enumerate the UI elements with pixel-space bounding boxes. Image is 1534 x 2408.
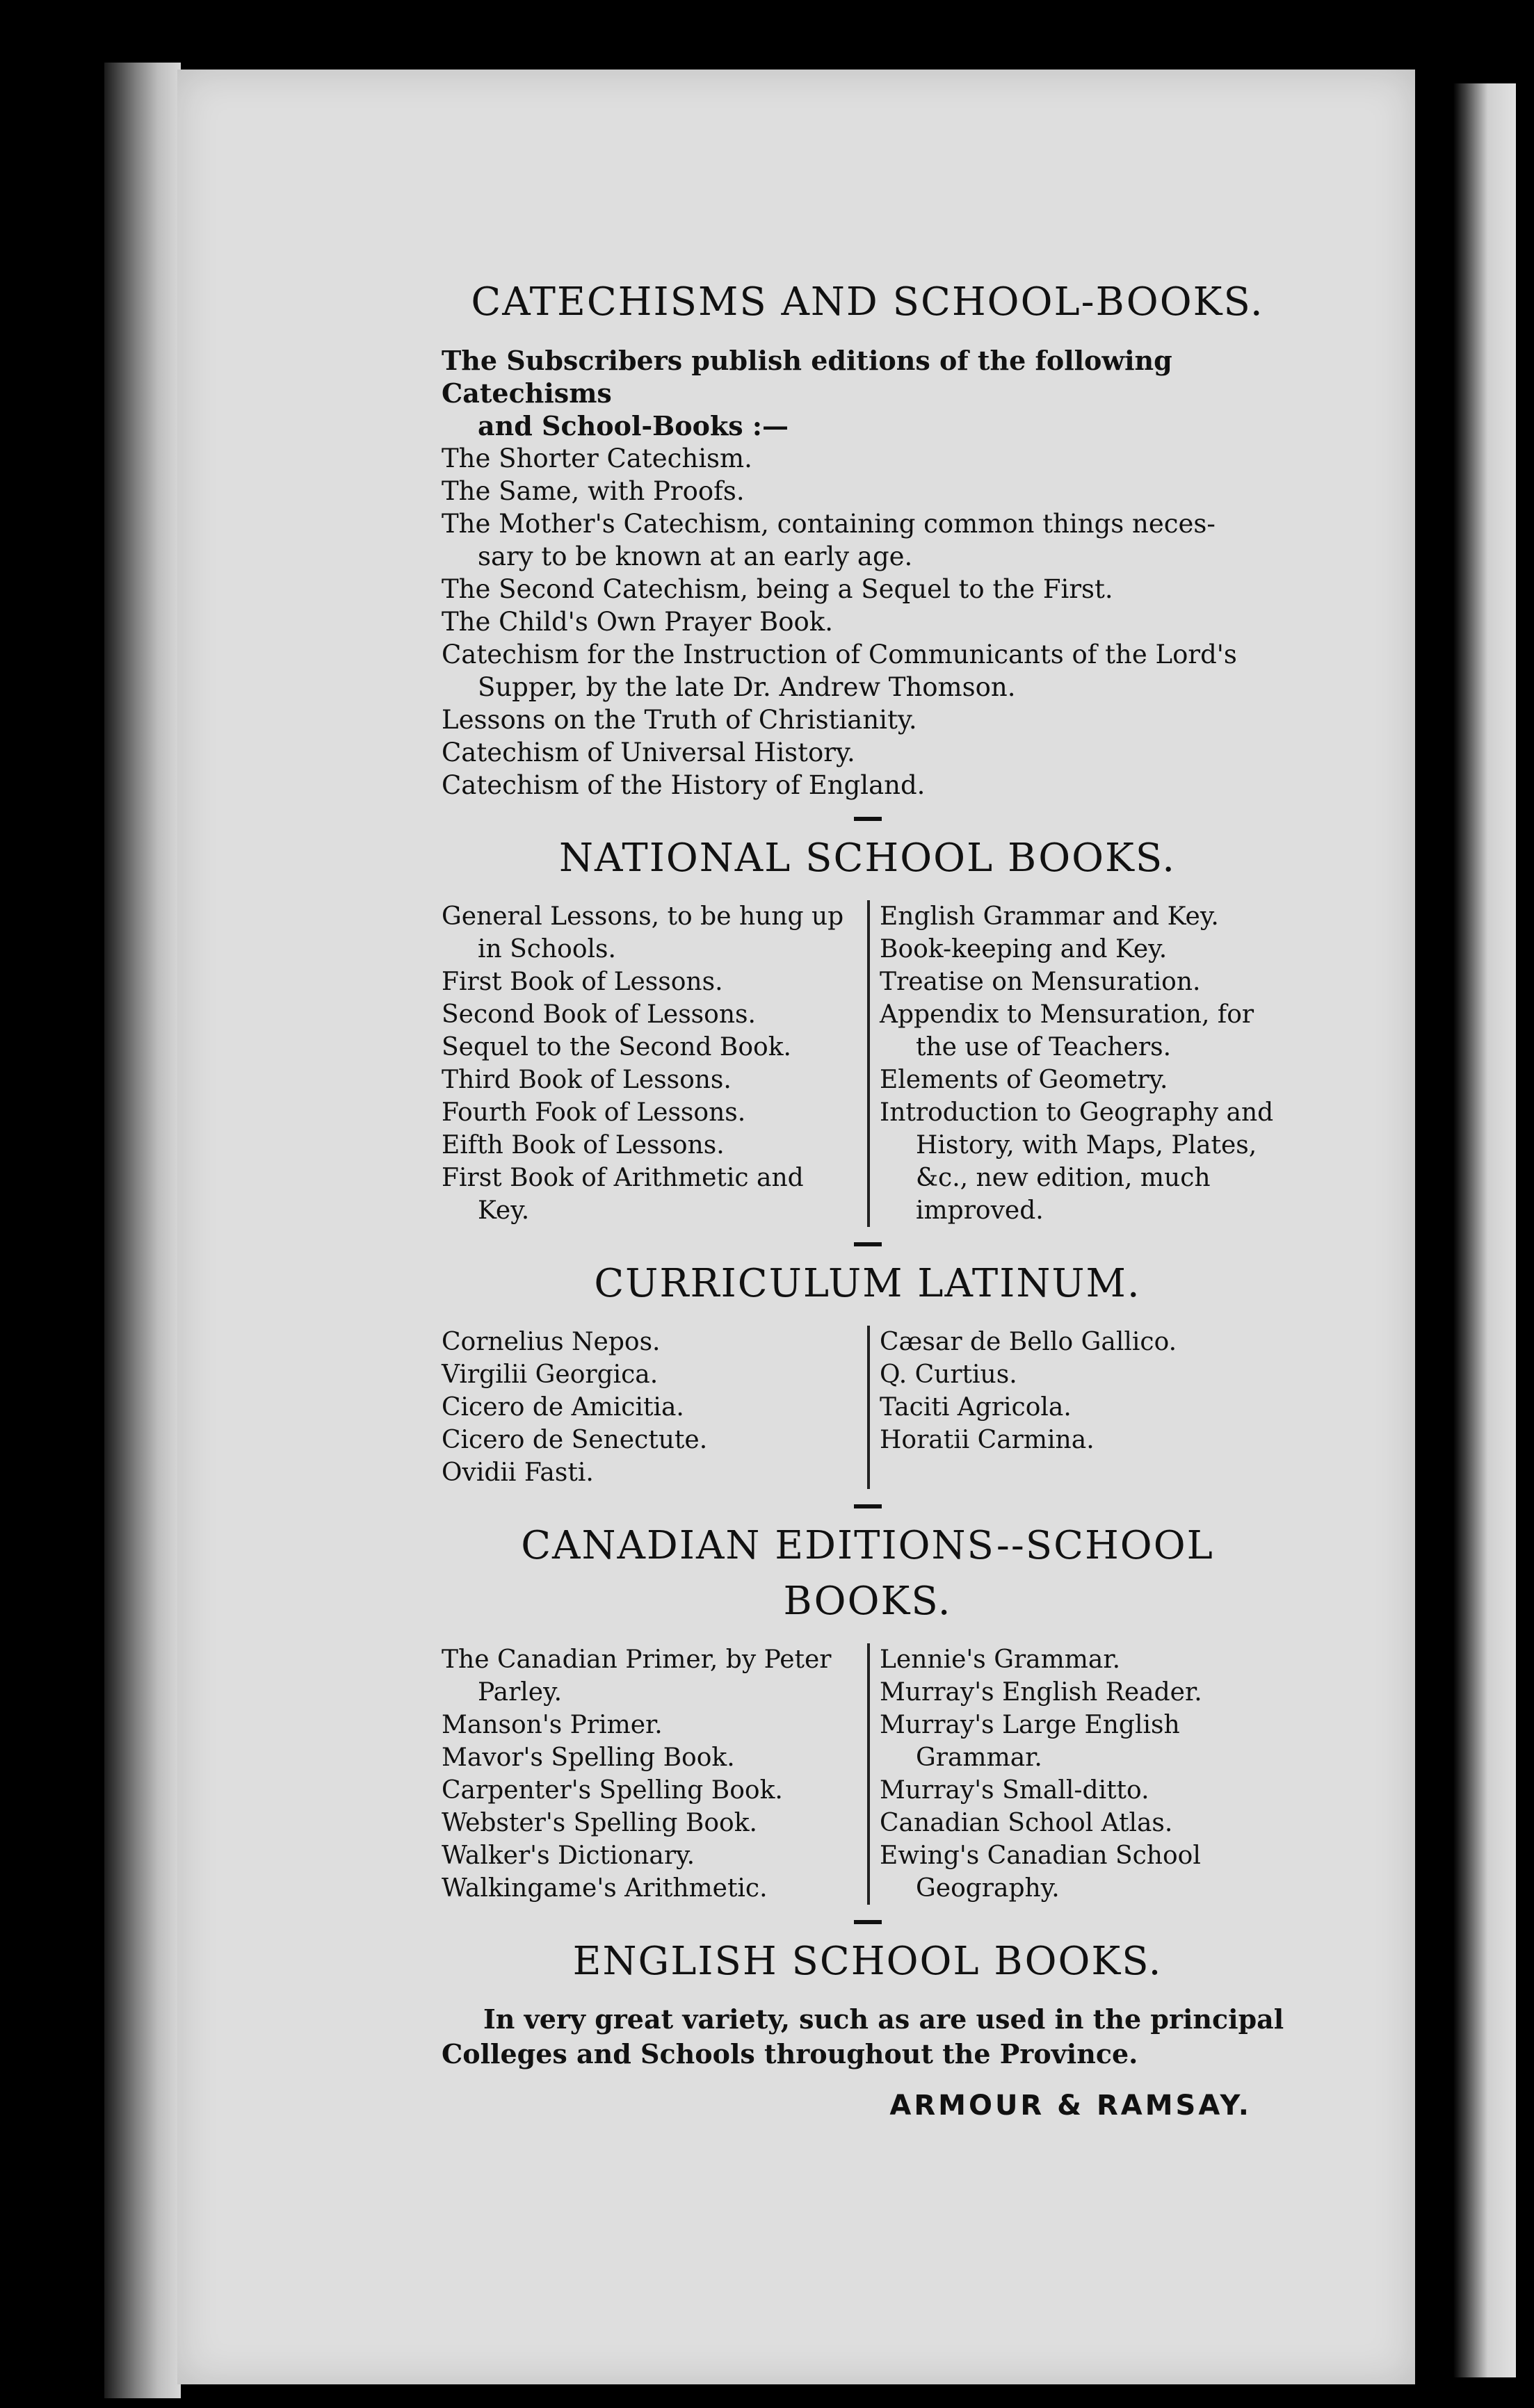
list-item: Lennie's Grammar. [880, 1645, 1121, 1674]
catechisms-intro: The Subscribers publish editions of the following Catechisms and School-Books :— [442, 345, 1172, 441]
section-divider [854, 1504, 882, 1508]
list-item: Murray's Large English Grammar. [880, 1711, 1180, 1772]
list-item: Introduction to Geography and History, with Maps, Plates, &c., new edition, much improved. [880, 1098, 1274, 1225]
list-item: Mavor's Spelling Book. [442, 1743, 735, 1772]
list-item: Fourth Fook of Lessons. [442, 1098, 746, 1127]
list-item: Murray's Small-ditto. [880, 1776, 1149, 1805]
list-item: Walkingame's Arithmetic. [442, 1874, 768, 1903]
list-item: Cicero de Amicitia. [442, 1393, 684, 1422]
list-item: Manson's Primer. [442, 1711, 663, 1739]
list-item: Sequel to the Second Book. [442, 1033, 791, 1061]
list-item: Cæsar de Bello Gallico. [880, 1328, 1177, 1356]
canadian-columns [442, 1643, 1293, 1905]
list-item: Ovidii Fasti. [442, 1458, 594, 1487]
latin-heading: CURRICULUM LATINUM. [594, 1261, 1141, 1306]
publisher-signature: ARMOUR & RAMSAY. [889, 2090, 1252, 2122]
list-item: Third Book of Lessons. [442, 1066, 732, 1094]
section-divider [854, 817, 882, 821]
list-item: Taciti Agricola. [880, 1393, 1072, 1422]
list-item: Q. Curtius. [880, 1360, 1017, 1389]
canadian-left-column [442, 1643, 870, 1905]
list-item: Catechism for the Instruction of Communicants of the Lord's [442, 640, 1237, 669]
list-item: Treatise on Mensuration. [880, 968, 1201, 996]
latin-left-column [442, 1326, 870, 1489]
list-item: Canadian School Atlas. [880, 1809, 1173, 1837]
national-heading: NATIONAL SCHOOL BOOKS. [558, 836, 1177, 881]
catechisms-heading: CATECHISMS AND SCHOOL-BOOKS. [471, 279, 1264, 325]
page-edge [1453, 83, 1516, 2377]
canadian-right-column [870, 1643, 1293, 1905]
list-item: Book-keeping and Key. [880, 935, 1168, 963]
list-item: Lessons on the Truth of Christianity. [442, 705, 917, 735]
latin-right-column [870, 1326, 1293, 1489]
national-columns [442, 900, 1293, 1227]
list-item-continuation: sary to be known at an early age. [478, 542, 913, 571]
list-item: The Mother's Catechism, containing common things neces- [442, 509, 1216, 539]
list-item: The Canadian Primer, by Peter Parley. [442, 1645, 832, 1707]
english-description: In very great variety, such as are used in the principal Colleges and Schools throughout the Province. [442, 2003, 1284, 2069]
list-item: Murray's English Reader. [880, 1678, 1202, 1707]
book-spine [104, 63, 181, 2398]
list-item: Cicero de Senectute. [442, 1426, 708, 1454]
list-item: Catechism of Universal History. [442, 738, 855, 767]
list-item-continuation: Supper, by the late Dr. Andrew Thomson. [478, 672, 1016, 702]
list-item: The Child's Own Prayer Book. [442, 607, 833, 637]
list-item: Appendix to Mensuration, for the use of Teachers. [880, 1000, 1254, 1061]
catechisms-list [442, 442, 1293, 802]
list-item: The Second Catechism, being a Sequel to the First. [442, 574, 1113, 604]
list-item: First Book of Arithmetic and Key. [442, 1164, 804, 1225]
national-right-column [870, 900, 1293, 1227]
list-item: Cornelius Nepos. [442, 1328, 661, 1356]
english-heading: ENGLISH SCHOOL BOOKS. [572, 1939, 1163, 1984]
list-item: Ewing's Canadian School Geography. [880, 1841, 1201, 1903]
list-item: Webster's Spelling Book. [442, 1809, 757, 1837]
list-item: Second Book of Lessons. [442, 1000, 756, 1029]
section-divider [854, 1920, 882, 1924]
list-item: Horatii Carmina. [880, 1426, 1095, 1454]
list-item: Walker's Dictionary. [442, 1841, 695, 1870]
list-item: Carpenter's Spelling Book. [442, 1776, 783, 1805]
section-divider [854, 1242, 882, 1246]
list-item: English Grammar and Key. [880, 902, 1219, 931]
national-left-column [442, 900, 870, 1227]
canadian-heading: CANADIAN EDITIONS--SCHOOL BOOKS. [521, 1523, 1214, 1624]
list-item: First Book of Lessons. [442, 968, 723, 996]
list-item: General Lessons, to be hung up in Schools. [442, 902, 844, 963]
latin-columns [442, 1326, 1293, 1489]
list-item: Catechism of the History of England. [442, 770, 926, 800]
advertisement [442, 275, 1293, 2122]
list-item: Eifth Book of Lessons. [442, 1131, 725, 1160]
list-item: Elements of Geometry. [880, 1066, 1168, 1094]
list-item: Virgilii Georgica. [442, 1360, 659, 1389]
list-item: The Shorter Catechism. [442, 444, 752, 473]
list-item: The Same, with Proofs. [442, 476, 745, 506]
